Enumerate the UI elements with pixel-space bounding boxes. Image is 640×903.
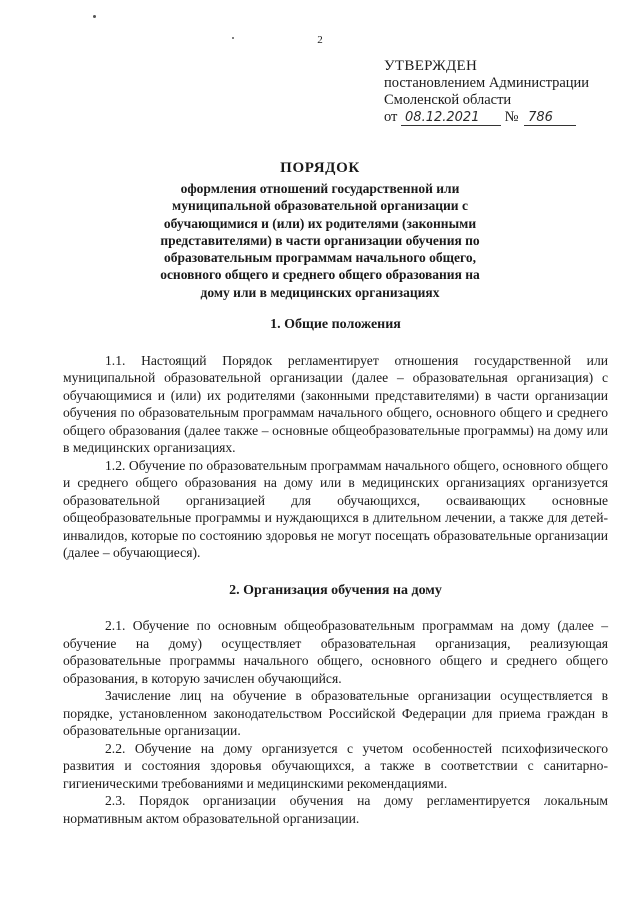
- date-prefix: от: [384, 109, 398, 125]
- approval-line: Смоленской области: [384, 92, 512, 108]
- subtitle-line: обучающимися и (или) их родителями (законными: [163, 215, 477, 231]
- section-title: 2. Организация обучения на дому: [229, 582, 442, 598]
- paragraph: 2.1. Обучение по основным общеобразовательным программам на дому (далее – обучение на дому) осуществляет образовательная организация, реализующая образовательные программы начального общего, основного общего и среднего общего образования, в которую зачислен обучающийся.: [63, 618, 608, 686]
- handwritten-date: 08.12.2021: [401, 111, 501, 126]
- handwritten-number: 786: [524, 111, 576, 126]
- paragraph: 2.2. Обучение на дому организуется с учетом особенностей психофизического развития и состояния здоровья обучающихся, а также в соответствии с санитарно-гигиеническими требованиями и медицинскими рекомендациями.: [63, 740, 608, 791]
- number-prefix: №: [504, 109, 519, 125]
- subtitle-line: образовательным программам начального общего,: [164, 250, 476, 266]
- document-subtitle: [105, 180, 535, 301]
- paragraph: 1.2. Обучение по образовательным программам начального общего, основного общего и среднего общего образования на дому или в медицинских организациях организуется образовательной организацией для обучающихся, осваивающих основные общеобразовательные программы и нуждающихся в длительном лечении, а также для детей-инвалидов, которые по состоянию здоровья не могут посещать образовательные организации (далее – обучающиеся).: [63, 457, 608, 560]
- document-title-block: [105, 160, 535, 301]
- subtitle-line: представителями) в части организации обучения по: [160, 232, 480, 248]
- paragraph: Зачисление лиц на обучение в образовательные организации осуществляется в порядке, установленном законодательством Российской Федерации для приема граждан в образовательные организации.: [63, 688, 608, 738]
- approval-block: [384, 58, 589, 126]
- subtitle-line: дому или в медицинских организациях: [200, 284, 440, 300]
- approval-heading: УТВЕРЖДЕН: [384, 58, 478, 74]
- document-title: ПОРЯДОК: [280, 160, 360, 176]
- subtitle-line: основного общего и среднего общего образования на: [160, 267, 480, 283]
- subtitle-line: оформления отношений государственной или: [180, 181, 460, 196]
- subtitle-line: муниципальной образовательной организации с: [172, 198, 468, 214]
- page-number: 2: [317, 34, 323, 46]
- approval-line: постановлением Администрации: [384, 75, 590, 91]
- paragraph: 1.1. Настоящий Порядок регламентирует отношения государственной или муниципальной образовательной организации (далее – образовательная организация) с обучающимися и (или) их родителями (законными представителями) в части организации обучения по образовательным программам начального общего, основного общего и среднего общего образования (далее также – основные общеобразовательные программы) на дому или в медицинских организациях.: [63, 352, 608, 455]
- approval-date-line: [384, 109, 589, 126]
- paragraph: 2.3. Порядок организации обучения на дому регламентируется локальным нормативным актом образовательной организации.: [63, 793, 608, 826]
- section-title: 1. Общие положения: [270, 317, 401, 332]
- document-body: [63, 316, 608, 827]
- scan-speck: [93, 15, 96, 18]
